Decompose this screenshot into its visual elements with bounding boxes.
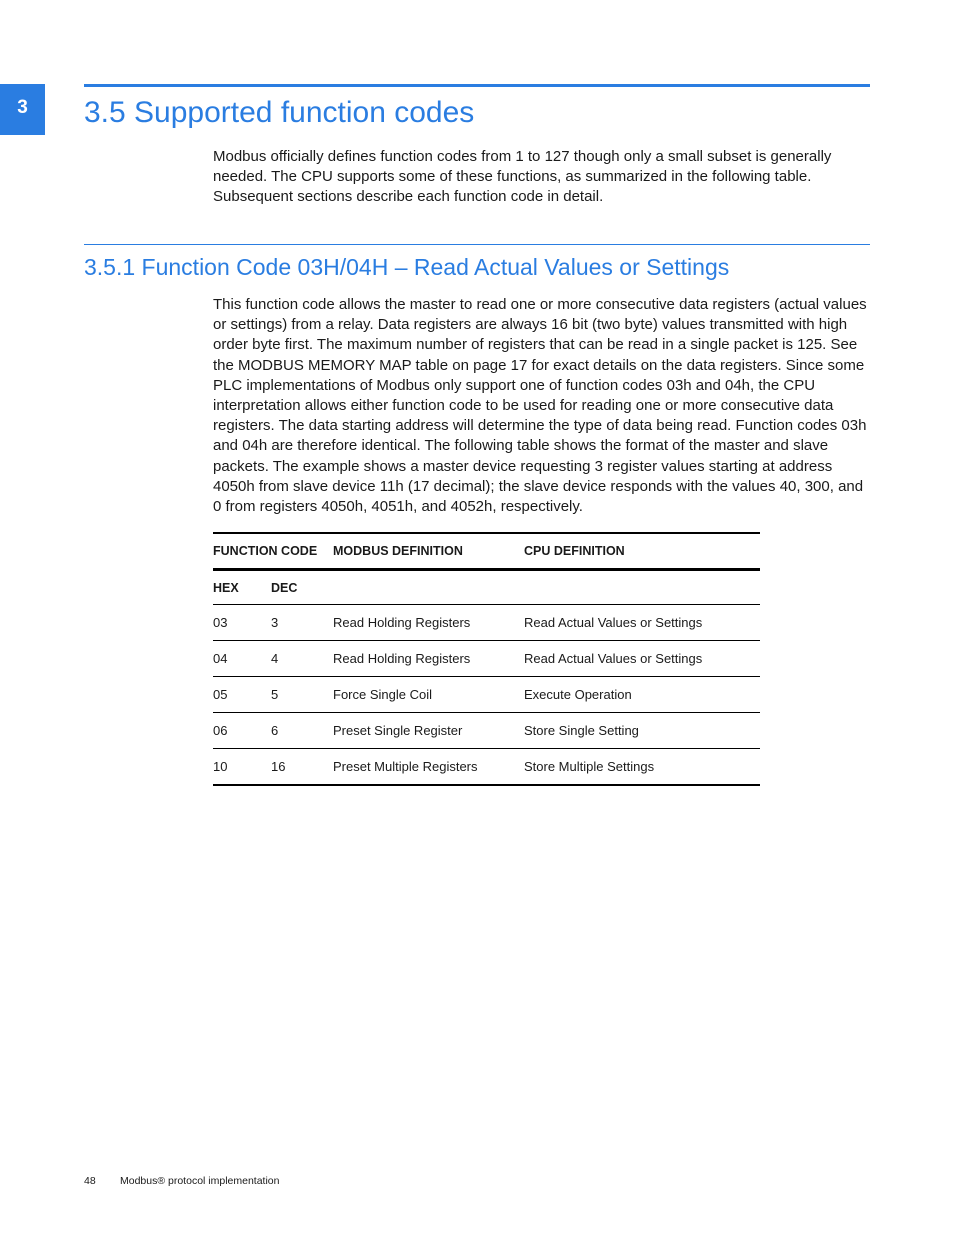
header-modbus-definition: MODBUS DEFINITION xyxy=(333,544,463,558)
cell-hex: 10 xyxy=(213,759,228,774)
cell-dec: 16 xyxy=(271,759,286,774)
section-intro: Modbus officially defines function codes from 1 to 127 though only a small subset is generally needed. The CPU supports some of these functions, as summarized in the following table. Subsequent sections describe each function code in detail. xyxy=(213,148,832,206)
cell-hex: 06 xyxy=(213,723,228,738)
footer-doc-title: Modbus® protocol implementation xyxy=(120,1175,280,1187)
section-title: 3.5 Supported function codes xyxy=(84,96,475,129)
cell-dec: 3 xyxy=(271,615,279,630)
table-row xyxy=(213,641,760,677)
section-divider xyxy=(84,84,870,87)
cell-modbus-definition: Preset Multiple Registers xyxy=(333,759,478,774)
cell-hex: 04 xyxy=(213,651,228,666)
table-row xyxy=(213,677,760,713)
header-function-code: FUNCTION CODE xyxy=(213,544,318,558)
cell-dec: 6 xyxy=(271,723,279,738)
cell-modbus-definition: Force Single Coil xyxy=(333,687,432,702)
cell-dec: 5 xyxy=(271,687,279,702)
cell-cpu-definition: Store Single Setting xyxy=(524,723,639,738)
cell-hex: 03 xyxy=(213,615,228,630)
cell-cpu-definition: Read Actual Values or Settings xyxy=(524,651,703,666)
header-cpu-definition: CPU DEFINITION xyxy=(524,544,625,558)
cell-cpu-definition: Read Actual Values or Settings xyxy=(524,615,703,630)
cell-modbus-definition: Read Holding Registers xyxy=(333,615,471,630)
cell-hex: 05 xyxy=(213,687,228,702)
table-subheader-row xyxy=(213,571,760,605)
chapter-tab xyxy=(0,84,45,135)
table-row xyxy=(213,713,760,749)
table-header-row xyxy=(213,534,760,568)
function-code-table xyxy=(213,532,760,786)
page-number: 48 xyxy=(84,1175,96,1187)
cell-dec: 4 xyxy=(271,651,279,666)
table-row xyxy=(213,605,760,641)
chapter-number: 3 xyxy=(17,97,28,118)
header-dec: DEC xyxy=(271,581,298,595)
subsection-body: This function code allows the master to read one or more consecutive data registers (actual values or settings) from a relay. Data registers are always 16 bit (two byte) values transmitted with high order byte first. The maximum number of registers that can be read in a single packet is 125. See the MODBUS MEMORY MAP table on page 17 for exact details on the data registers. Since some PLC implementations of Modbus only support one of function codes 03h and 04h, the CPU interpretation allows either function code to be used for reading one or more consecutive data registers. The data starting address will determine the type of data being read. Function codes 03h and 04h are therefore identical. The following table shows the format of the master and slave packets. The example shows a master device requesting 3 register values starting at address 4050h from slave device 11h (17 decimal); the slave device responds with the values 40, 300, and 0 from registers 4050h, 4051h, and 4052h, respectively. xyxy=(213,296,867,516)
subsection-title: 3.5.1 Function Code 03H/04H – Read Actual Values or Settings xyxy=(84,254,730,280)
header-hex: HEX xyxy=(213,581,239,595)
cell-cpu-definition: Execute Operation xyxy=(524,687,632,702)
cell-modbus-definition: Read Holding Registers xyxy=(333,651,471,666)
table-row xyxy=(213,749,760,786)
subsection-divider xyxy=(84,244,870,245)
cell-modbus-definition: Preset Single Register xyxy=(333,723,463,738)
cell-cpu-definition: Store Multiple Settings xyxy=(524,759,655,774)
